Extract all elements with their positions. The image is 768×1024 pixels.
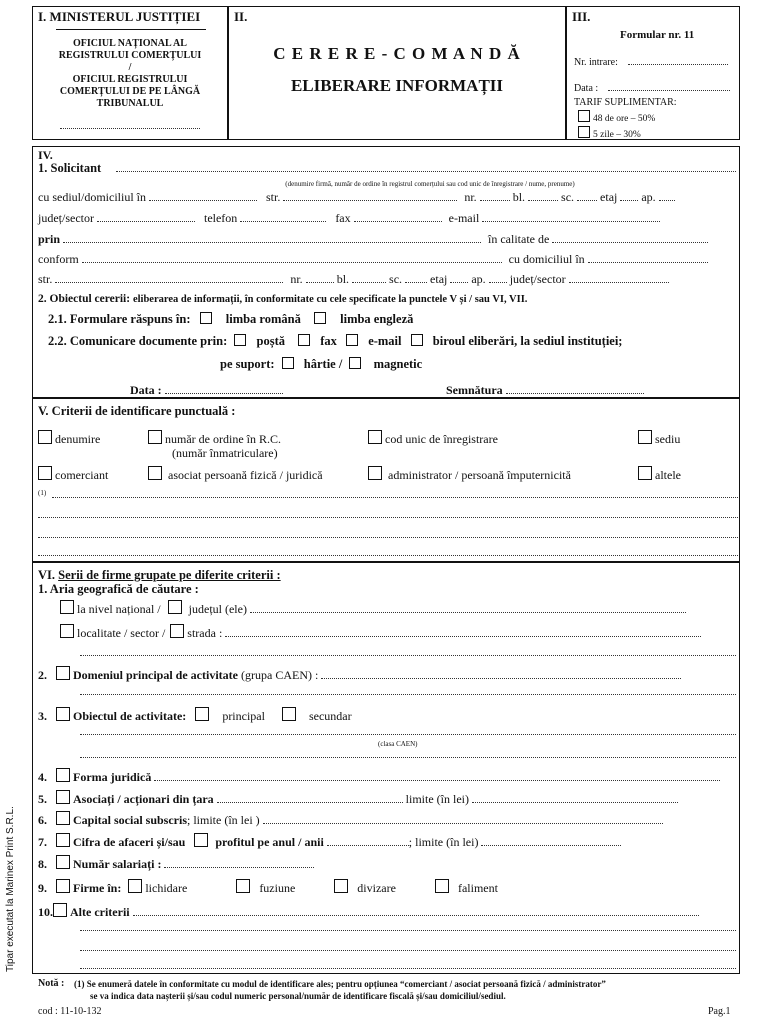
fuziune-label: fuziune <box>259 881 296 895</box>
section-3-title: III. <box>572 9 591 24</box>
opt-numar-ordine[interactable] <box>148 430 281 446</box>
ap2-field[interactable] <box>489 272 507 283</box>
semnatura-row <box>446 383 644 397</box>
checkbox-principal[interactable] <box>195 707 209 721</box>
office-line-4: OFICIUL REGISTRULUI <box>72 74 188 85</box>
item-3-number: 3. <box>38 709 47 723</box>
judet-field[interactable] <box>97 211 195 222</box>
conform-field[interactable] <box>82 252 502 263</box>
checkbox-firme-in[interactable] <box>56 879 70 893</box>
firme-row <box>38 879 498 895</box>
principal-label: principal <box>222 709 265 723</box>
checkbox-capital[interactable] <box>56 811 70 825</box>
bl2-field[interactable] <box>352 272 386 283</box>
domeniu-field[interactable] <box>321 668 681 679</box>
identificare-line-1[interactable] <box>52 497 738 498</box>
judet-row <box>38 211 660 225</box>
cifra-limite-field[interactable] <box>481 835 621 846</box>
checkbox-faliment[interactable] <box>435 879 449 893</box>
obiect-row <box>38 292 527 307</box>
identificare-line-3[interactable] <box>38 537 738 538</box>
judet2-field[interactable] <box>569 272 669 283</box>
aria-row-1 <box>60 600 686 616</box>
email-label: e-mail <box>448 211 480 225</box>
checkbox-obiectul[interactable] <box>56 707 70 721</box>
ap2-label: ap. <box>471 272 486 286</box>
limba-romana-label: limba română <box>225 312 301 326</box>
note-mark: (1) <box>38 489 47 497</box>
solicitant-field[interactable] <box>116 171 736 172</box>
aria-label: 1. Aria geografică de căutare : <box>38 582 199 596</box>
conform-label: conform <box>38 252 79 266</box>
section-5-title: V. Criterii de identificare punctuală : <box>38 404 236 418</box>
form-title-line-2: ELIBERARE INFORMAȚII <box>290 76 504 95</box>
checkbox-hartie[interactable] <box>282 357 294 369</box>
form-title-line-1: C E R E R E - C O M A N D Ă <box>273 44 521 63</box>
clasa-caen-note: (clasa CAEN) <box>378 740 418 748</box>
section-1-title: I. MINISTERUL JUSTIȚIEI <box>38 9 201 24</box>
sc2-label: sc. <box>389 272 403 286</box>
posta-label: poștă <box>256 334 286 348</box>
checkbox-email[interactable] <box>346 334 358 346</box>
nr-intrare-label: Nr. intrare: <box>574 57 618 68</box>
data-label: Data : <box>130 383 162 397</box>
opt-altele[interactable] <box>638 466 681 482</box>
strada-field[interactable] <box>225 626 701 637</box>
item-7-number: 7. <box>38 835 47 849</box>
semnatura-label: Semnătura <box>446 383 503 397</box>
hartie-label: hârtie / <box>303 357 343 371</box>
judetul-field[interactable] <box>250 602 686 613</box>
alte-label: Alte criterii <box>70 905 130 919</box>
item-8-number: 8. <box>38 857 47 871</box>
nivel-national-label: la nivel național / <box>77 602 161 616</box>
prin-field[interactable] <box>63 232 481 243</box>
checkbox-asociati[interactable] <box>56 790 70 804</box>
solicitant-label: 1. Solicitant <box>38 161 102 175</box>
bl-label: bl. <box>512 190 526 204</box>
formulare-label: 2.1. Formulare răspuns în: <box>48 312 191 326</box>
checkbox-salariati[interactable] <box>56 855 70 869</box>
divizare-label: divizare <box>357 881 396 895</box>
checkbox-strada[interactable] <box>170 624 184 638</box>
aria-row-2 <box>60 624 701 640</box>
cifra-label: Cifra de afaceri și/sau <box>73 835 186 849</box>
nota-line-1: (1) Se enumeră datele în conformitate cu modul de identificare ales; pentru opțiunea “comerciant / asociat persoană fizică / administrator” <box>74 979 606 989</box>
obiectul-field[interactable] <box>80 734 736 735</box>
prin-label: prin <box>38 232 61 246</box>
ap-field[interactable] <box>659 190 675 201</box>
section-1-office <box>34 38 226 110</box>
str-label: str. <box>266 190 281 204</box>
sediu-field[interactable] <box>149 190 257 201</box>
secundar-label: secundar <box>308 709 352 723</box>
tarif-48h-label: 48 de ore – 50% <box>593 114 656 124</box>
forma-label: Forma juridică <box>73 770 152 784</box>
obiectul-label: Obiectul de activitate: <box>73 709 187 723</box>
denumire-label: denumire <box>55 432 101 446</box>
cod-label: cod : 11-10-132 <box>38 1006 102 1017</box>
checkbox-administrator[interactable] <box>368 466 382 480</box>
checkbox-forma[interactable] <box>56 768 70 782</box>
formular-number: Formular nr. 11 <box>620 29 695 41</box>
fax-field[interactable] <box>354 211 442 222</box>
checkbox-nivel-national[interactable] <box>60 600 74 614</box>
section-2-box <box>228 6 566 140</box>
salariati-field[interactable] <box>164 857 314 868</box>
alte-line-2[interactable] <box>80 930 736 931</box>
nr-intrare-field[interactable] <box>628 64 728 65</box>
data-field[interactable] <box>165 383 283 394</box>
office-line-6: TRIBUNALUL <box>96 98 164 109</box>
calitate-field[interactable] <box>552 232 708 243</box>
checkbox-alte[interactable] <box>53 903 67 917</box>
checkbox-birou[interactable] <box>411 334 423 346</box>
cifra-field[interactable] <box>327 835 409 846</box>
checkbox-profitul[interactable] <box>194 833 208 847</box>
alte-field[interactable] <box>133 905 699 916</box>
domeniu-caen-label: (grupa CAEN) : <box>241 668 319 682</box>
tarif-label: TARIF SUPLIMENTAR: <box>574 97 677 108</box>
item-9-number: 9. <box>38 881 47 895</box>
birou-label: biroul eliberări, la sediul instituției; <box>432 334 623 348</box>
formulare-row <box>48 312 413 326</box>
domeniu-label: Domeniul principal de activitate <box>73 668 238 682</box>
comerciant-label: comerciant <box>55 468 109 482</box>
str2-row <box>38 272 669 286</box>
obiect-label: 2. Obiectul cererii: <box>38 293 131 305</box>
etaj-label: etaj <box>600 190 618 204</box>
capital-row <box>38 811 663 827</box>
localitate-label: localitate / sector / <box>77 626 166 640</box>
alte-line-4[interactable] <box>80 968 736 969</box>
checkbox-sediu[interactable] <box>638 430 652 444</box>
domeniu-row <box>38 666 681 682</box>
asociati-row <box>38 790 678 806</box>
magnetic-label: magnetic <box>373 357 423 371</box>
nr2-field[interactable] <box>306 272 334 283</box>
nr-field[interactable] <box>480 190 510 201</box>
section-6-title <box>38 568 281 582</box>
tarif-option-48h[interactable] <box>578 110 655 126</box>
domeniu-line-2[interactable] <box>80 694 736 695</box>
side-print-credit: Tipar executat la Marinex Print S.R.L. <box>5 806 16 972</box>
checkbox-limba-romana[interactable] <box>200 312 212 324</box>
bl-field[interactable] <box>528 190 558 201</box>
checkbox-cod-unic[interactable] <box>368 430 382 444</box>
checkbox-limba-engleza[interactable] <box>314 312 326 324</box>
cod-unic-label: cod unic de înregistrare <box>385 432 498 446</box>
checkbox-fax[interactable] <box>298 334 310 346</box>
capital-limite-label: ; limite (în lei ) <box>187 813 260 827</box>
limba-engleza-label: limba engleză <box>340 312 414 326</box>
comunicare-label: 2.2. Comunicare documente prin: <box>48 334 228 348</box>
obiect-text: eliberarea de informații, în conformitate cu cele specificate la punctele V și / sau VI, VII. <box>132 294 528 305</box>
checkbox-cifra[interactable] <box>56 833 70 847</box>
checkbox-altele[interactable] <box>638 466 652 480</box>
judetul-label: județul (ele) <box>188 602 247 616</box>
capital-field[interactable] <box>263 813 663 824</box>
alte-line-3[interactable] <box>80 950 736 951</box>
semnatura-field[interactable] <box>506 383 644 394</box>
ap-label: ap. <box>641 190 656 204</box>
judet2-label: județ/sector <box>509 272 566 286</box>
sc2-field[interactable] <box>405 272 427 283</box>
checkbox-secundar[interactable] <box>282 707 296 721</box>
str2-label: str. <box>38 272 53 286</box>
checkbox-domeniu[interactable] <box>56 666 70 680</box>
office-line-2: REGISTRULUI COMERȚULUI <box>58 50 202 61</box>
numar-inmatriculare: (număr înmatriculare) <box>172 446 278 460</box>
fax-option-label: fax <box>320 334 337 348</box>
aria-line-3[interactable] <box>80 655 736 656</box>
office-line-5: COMERȚULUI DE PE LÂNGĂ <box>59 86 201 97</box>
calitate-label: în calitate de <box>488 232 550 246</box>
opt-asociat[interactable] <box>148 466 323 482</box>
section-1-rule <box>56 29 206 30</box>
section-4-title: IV. <box>38 148 53 162</box>
nr-label: nr. <box>464 190 477 204</box>
checkbox-localitate[interactable] <box>60 624 74 638</box>
item-6-number: 6. <box>38 813 47 827</box>
nota-line-2: se va indica data nașterii și/sau codul numeric personal/număr de identificare fiscală și/sau domiciliul/sediul. <box>90 991 506 1001</box>
etaj2-field[interactable] <box>450 272 468 283</box>
asociati-field[interactable] <box>217 792 403 803</box>
email-option-label: e-mail <box>368 334 402 348</box>
str-field[interactable] <box>283 190 457 201</box>
tribunal-field[interactable] <box>60 128 200 129</box>
checkbox-denumire[interactable] <box>38 430 52 444</box>
sc-field[interactable] <box>577 190 597 201</box>
telefon-field[interactable] <box>240 211 326 222</box>
etaj2-label: etaj <box>430 272 448 286</box>
str2-field[interactable] <box>55 272 283 283</box>
cu-domiciliul-field[interactable] <box>588 252 708 263</box>
salariati-row <box>38 855 314 871</box>
nota-label: Notă : <box>38 978 65 989</box>
asociati-limite-label: limite (în lei) <box>405 792 469 806</box>
checkbox-asociat[interactable] <box>148 466 162 480</box>
telefon-label: telefon <box>203 211 238 225</box>
checkbox-fuziune[interactable] <box>236 879 250 893</box>
obiectul-row <box>38 707 352 723</box>
profitul-label: profitul pe anul / anii <box>215 835 324 849</box>
administrator-label: administrator / persoană împuternicită <box>388 468 571 482</box>
office-line-3: / <box>128 62 132 73</box>
page-number: Pag.1 <box>708 1006 731 1017</box>
judet-label: județ/sector <box>38 211 94 225</box>
altele-label: altele <box>655 468 681 482</box>
forma-field[interactable] <box>154 770 720 781</box>
etaj-field[interactable] <box>620 190 638 201</box>
checkbox-judetul[interactable] <box>168 600 182 614</box>
numar-ordine-label: număr de ordine în R.C. <box>165 432 281 446</box>
item-2-number: 2. <box>38 668 47 682</box>
pe-suport-label: pe suport: <box>220 357 275 371</box>
opt-sediu[interactable] <box>638 430 680 446</box>
sc-label: sc. <box>561 190 575 204</box>
identificare-line-4[interactable] <box>38 555 738 556</box>
strada-label: strada : <box>187 626 223 640</box>
section-6-heading: Serii de firme grupate pe diferite criterii : <box>58 568 281 582</box>
fax-label: fax <box>335 211 351 225</box>
asociat-label: asociat persoană fizică / juridică <box>168 468 323 482</box>
opt-cod-unic[interactable] <box>368 430 498 446</box>
checkbox-48h[interactable] <box>578 110 590 122</box>
forma-row <box>38 768 720 784</box>
opt-denumire[interactable] <box>38 430 100 446</box>
alte-row <box>38 903 699 919</box>
data-header-field[interactable] <box>608 90 730 91</box>
capital-label: Capital social subscris <box>73 813 188 827</box>
email-field[interactable] <box>482 211 660 222</box>
faliment-label: faliment <box>457 881 498 895</box>
cu-domiciliul-label: cu domiciliul în <box>508 252 585 266</box>
lichidare-label: lichidare <box>145 881 188 895</box>
sediu-label: cu sediul/domiciliul în <box>38 190 146 204</box>
comunicare-row <box>48 334 622 348</box>
suport-row <box>220 357 422 371</box>
sediu-row <box>38 190 675 204</box>
data-row <box>130 383 283 397</box>
asociati-limite-field[interactable] <box>472 792 678 803</box>
checkbox-lichidare[interactable] <box>128 879 142 893</box>
obiectul-line-2[interactable] <box>80 757 736 758</box>
opt-administrator[interactable] <box>368 466 571 482</box>
checkbox-magnetic[interactable] <box>349 357 361 369</box>
identificare-line-2[interactable] <box>38 517 738 518</box>
tarif-option-5zile[interactable] <box>578 126 641 142</box>
cifra-limite-label: ; limite (în lei) <box>408 835 479 849</box>
item-4-number: 4. <box>38 770 47 784</box>
checkbox-5zile[interactable] <box>578 126 590 138</box>
section-6-number: VI. <box>38 568 56 582</box>
office-line-1: OFICIUL NAȚIONAL AL <box>73 38 187 49</box>
section-2-title: II. <box>234 9 248 24</box>
opt-comerciant[interactable] <box>38 466 108 482</box>
bl2-label: bl. <box>336 272 350 286</box>
item-10-number: 10. <box>38 905 53 919</box>
conform-row <box>38 252 708 266</box>
sediu-option-label: sediu <box>655 432 681 446</box>
tarif-5zile-label: 5 zile – 30% <box>593 130 641 140</box>
cifra-row <box>38 833 621 849</box>
salariati-label: Număr salariați : <box>73 857 162 871</box>
item-5-number: 5. <box>38 792 47 806</box>
nr2-label: nr. <box>290 272 303 286</box>
checkbox-comerciant[interactable] <box>38 466 52 480</box>
checkbox-posta[interactable] <box>234 334 246 346</box>
firme-in-label: Firme în: <box>73 881 122 895</box>
checkbox-numar-ordine[interactable] <box>148 430 162 444</box>
data-header-label: Data : <box>574 83 599 94</box>
prin-row <box>38 232 708 246</box>
solicitant-note: (denumire firmă, număr de ordine în registrul comerțului sau cod unic de înregistrare / nume, prenume) <box>285 180 575 188</box>
checkbox-divizare[interactable] <box>334 879 348 893</box>
asociati-label: Asociați / acționari din țara <box>73 792 214 806</box>
